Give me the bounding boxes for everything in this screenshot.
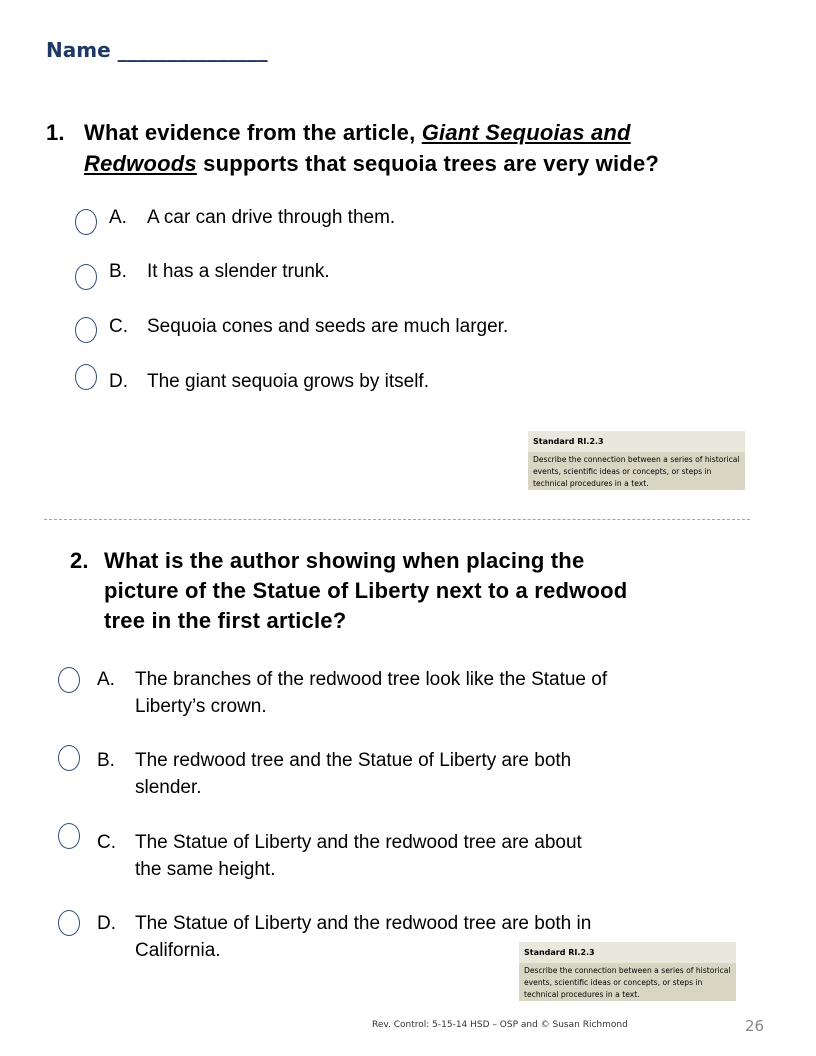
question-text-line2 [84, 148, 659, 180]
option-text-line2: slender. [135, 777, 202, 798]
answer-bubble-1d[interactable] [75, 364, 97, 390]
standard-box-2 [519, 942, 736, 1001]
answer-bubble-2d[interactable] [58, 910, 80, 936]
option-text: A car can drive through them. [147, 207, 396, 228]
section-divider [44, 519, 750, 520]
option-text: It has a slender trunk. [147, 261, 330, 282]
option-letter: D. [109, 371, 128, 392]
option-text-line2: the same height. [135, 859, 276, 880]
standard-title: Standard RI.2.3 [519, 942, 736, 963]
option-letter: D. [97, 913, 116, 934]
option-letter: C. [97, 832, 116, 853]
option-text-line1: The Statue of Liberty and the redwood tree are about [135, 832, 582, 853]
answer-bubble-1c[interactable] [75, 317, 97, 343]
answer-bubble-1b[interactable] [75, 264, 97, 290]
answer-bubble-2a[interactable] [58, 667, 80, 693]
question-text: supports that sequoia trees are very wide? [196, 151, 660, 176]
page-number: 26 [745, 1017, 765, 1035]
question-text-line1: What is the author showing when placing the [104, 548, 585, 573]
option-text-line1: The branches of the redwood tree look like the Statue of [135, 669, 608, 690]
option-text: The giant sequoia grows by itself. [147, 371, 429, 392]
answer-bubble-2b[interactable] [58, 745, 80, 771]
article-title: Redwoods [84, 151, 197, 176]
name-field-label: Name _______________ [46, 38, 268, 62]
question-text-line1 [84, 117, 631, 149]
option-text-line1: The redwood tree and the Statue of Liberty are both [135, 750, 572, 771]
answer-bubble-1a[interactable] [75, 209, 97, 235]
option-letter: A. [97, 669, 115, 690]
option-letter: C. [109, 316, 128, 337]
question-text: What evidence from the article, [84, 120, 422, 145]
option-letter: B. [97, 750, 115, 771]
option-text-line1: The Statue of Liberty and the redwood tree are both in [135, 913, 592, 934]
article-title: Giant Sequoias and [421, 120, 631, 145]
question-number: 2. [70, 548, 89, 573]
standard-description: Describe the connection between a series of historical events, scientific ideas or concepts, or steps in technical procedures in a text. [524, 966, 731, 999]
question-text-line3: tree in the first article? [104, 608, 347, 633]
answer-bubble-2c[interactable] [58, 823, 80, 849]
option-letter: B. [109, 261, 127, 282]
question-number: 1. [46, 120, 65, 145]
standard-box-1 [528, 431, 745, 490]
standard-description: Describe the connection between a series of historical events, scientific ideas or concepts, or steps in technical procedures in a text. [533, 455, 740, 488]
question-text-line2: picture of the Statue of Liberty next to a redwood [104, 578, 628, 603]
standard-title: Standard RI.2.3 [528, 431, 745, 452]
option-text: Sequoia cones and seeds are much larger. [147, 316, 509, 337]
option-text-line2: Liberty’s crown. [135, 696, 267, 717]
revision-footer: Rev. Control: 5-15-14 HSD – OSP and © Susan Richmond [372, 1020, 628, 1030]
option-letter: A. [109, 207, 127, 228]
option-text-line2: California. [135, 940, 221, 961]
